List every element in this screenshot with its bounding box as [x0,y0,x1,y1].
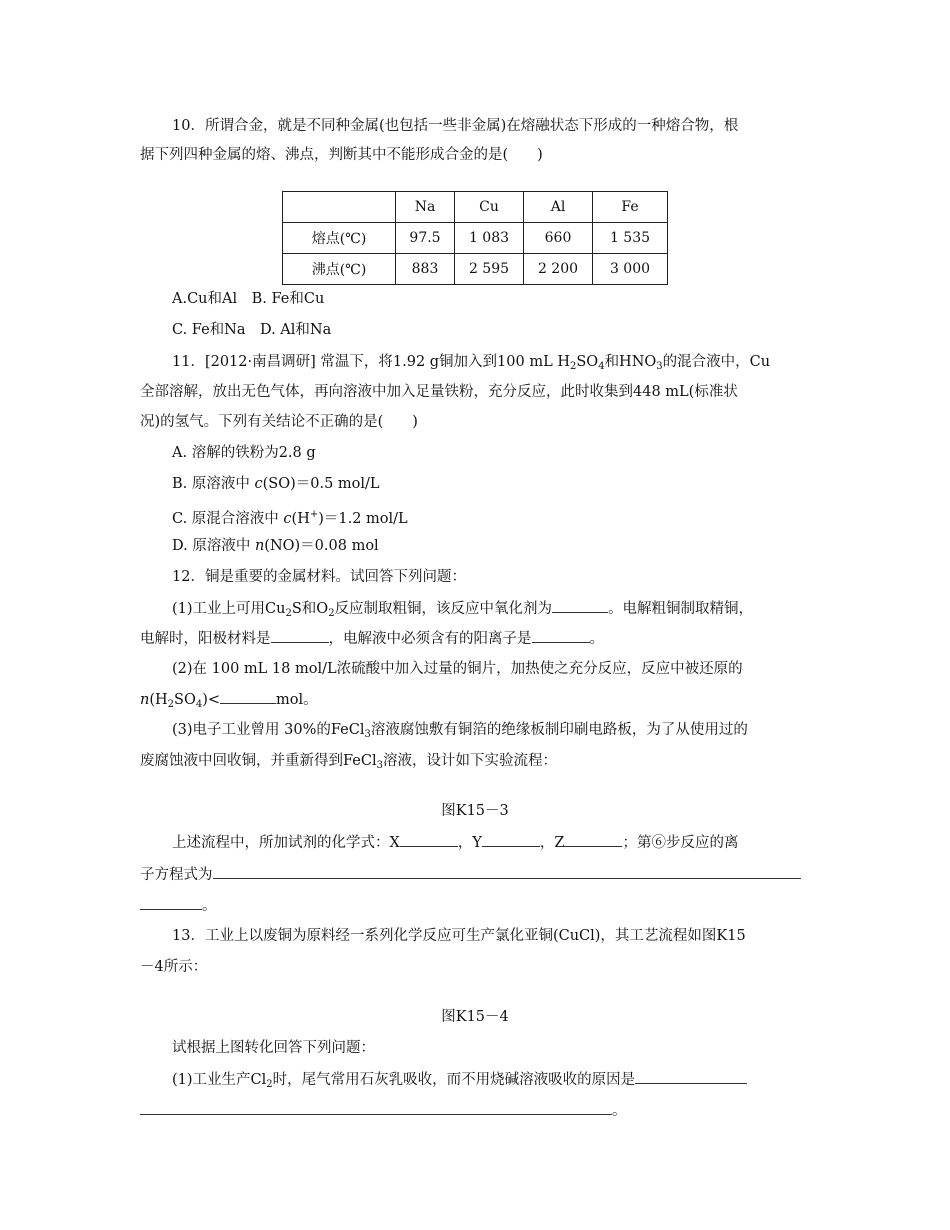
table-cell: 1 083 [455,223,524,254]
q12-part1-line1 [172,598,753,624]
answer-blank[interactable] [140,1100,612,1115]
option-text: (H [291,511,310,527]
text: )< [202,692,221,708]
text: (1)工业上可用Cu [172,601,286,617]
text: 子方程式为 [140,867,213,883]
text: (3)电子工业曾用 30%的FeCl [172,722,365,738]
text: mol。 [276,692,318,708]
q11-line3: 况)的氢气。下列有关结论不正确的是( ) [140,414,418,430]
q11-line1-d: 的混合液中，Cu [662,354,771,370]
variable: n [254,538,265,554]
q12-title: 12．铜是重要的金属材料。试回答下列问题： [172,569,466,585]
text: 。 [612,1103,627,1119]
q13-part1-line1 [172,1069,747,1095]
option-text: B. 原溶液中 [172,476,255,492]
text: ，电解液中必须含有的阳离子是 [328,631,532,647]
subscript: 4 [195,699,203,710]
table-header-cell: Al [524,192,593,223]
q11-line1-a: 11．[2012·南昌调研] 常温下，将1.92 g铜加入到100 mL H [172,354,570,370]
answer-blank[interactable] [213,864,801,879]
q11-line1-c: 和HNO [604,354,657,370]
q11-line2: 全部溶解，放出无色气体，再向溶液中加入足量铁粉，充分反应，此时收集到448 mL(标准状 [140,384,738,400]
subscript: 3 [364,729,371,740]
variable: c [254,476,263,492]
answer-blank[interactable] [400,832,458,847]
subscript: 4 [598,361,605,372]
table-cell: 2 595 [455,254,524,285]
subscript: 2 [569,361,577,372]
text: 溶液腐蚀敷有铜箔的绝缘板制印刷电路板，为了从使用过的 [370,722,748,738]
text: 。 [589,631,604,647]
answer-blank[interactable] [482,832,540,847]
text: 电解时，阳极材料是 [140,631,271,647]
table-row [283,223,668,254]
table-header-row [283,192,668,223]
answer-blank[interactable] [140,895,202,910]
q13-part1-line2 [140,1100,627,1121]
q11-option-c [172,505,408,529]
text: 。电解粗铜制取精铜， [608,601,754,617]
q13-line2: －4所示： [140,959,208,975]
option-text: D. 原溶液中 [172,538,255,554]
superscript: + [309,509,319,520]
answer-blank[interactable] [271,628,329,643]
q12-part1-line2 [140,628,604,649]
q11-option-d [172,536,379,556]
melting-point-table [282,191,668,285]
text: (H [149,692,168,708]
q13-line3: 试根据上图转化回答下列问题： [172,1040,375,1056]
q12-part2-line2 [140,689,318,715]
text: 废腐蚀液中回收铜，并重新得到FeCl [140,753,377,769]
q12-part3-line5 [140,895,217,916]
table-header-cell [283,192,396,223]
variable: n [140,692,150,708]
text: S和O [291,601,329,617]
q12-part3-line4 [140,864,801,885]
q10-line2: 据下列四种金属的熔、沸点，判断其中不能形成合金的是( ) [140,147,543,163]
answer-blank[interactable] [564,832,622,847]
q11-line1-b: SO [576,354,599,370]
answer-blank[interactable] [552,598,608,613]
q11-option-b [172,474,380,494]
table-cell: 3 000 [593,254,668,285]
q12-part3-line2 [140,751,557,776]
table-cell: 97.5 [396,223,455,254]
q11-line1 [172,352,770,377]
option-text: C. 原混合溶液中 [172,511,284,527]
option-text: (NO)＝0.08 mol [264,538,379,554]
q12-part3-line1 [172,720,748,745]
table-cell: 660 [524,223,593,254]
text: 上述流程中，所加试剂的化学式：X [172,835,400,851]
text: ，Y [457,835,482,851]
q10-options-ab: A.Cu和Al B. Fe和Cu [172,291,325,307]
table-row-label: 熔点(℃) [283,223,396,254]
text: 时，尾气常用石灰乳吸收，而不用烧碱溶液吸收的原因是 [272,1072,636,1088]
q10-options-cd: C. Fe和Na D. Al和Na [172,322,332,338]
table-header-cell: Fe [593,192,668,223]
answer-blank[interactable] [532,628,590,643]
text: ；第⑥步反应的离 [622,835,739,851]
text: (1)工业生产Cl [172,1072,267,1088]
text: 反应制取粗铜，该反应中氧化剂为 [334,601,553,617]
q12-part2-line1: (2)在 100 mL 18 mol/L浓硫酸中加入过量的铜片，加热使之充分反应，反应中被还原的 [172,661,743,677]
variable: c [283,511,292,527]
text: ，Z [539,835,565,851]
table-row [283,254,668,285]
figure-caption-k15-4: 图K15－4 [441,1009,509,1025]
subscript: 2 [266,1079,273,1090]
text: 溶液，设计如下实验流程： [382,753,557,769]
text: 。 [202,898,217,914]
q12-part3-line3 [172,832,738,853]
table-cell: 883 [396,254,455,285]
table-cell: 2 200 [524,254,593,285]
q11-option-a: A. 溶解的铁粉为2.8 g [172,445,316,461]
subscript: 3 [656,361,663,372]
answer-blank[interactable] [635,1069,747,1084]
subscript: 3 [376,760,383,771]
table-cell: 1 535 [593,223,668,254]
subscript: 2 [285,608,292,619]
answer-blank[interactable] [220,689,276,704]
table-header-cell: Cu [455,192,524,223]
subscript: 2 [328,608,335,619]
table-row-label: 沸点(℃) [283,254,396,285]
q10-line1: 10．所谓合金，就是不同种金属(也包括一些非金属)在熔融状态下形成的一种熔合物，根 [172,118,739,134]
option-text: )＝1.2 mol/L [318,511,408,527]
q13-line1: 13．工业上以废铜为原料经一系列化学反应可生产氯化亚铜(CuCl)，其工艺流程如图K15 [172,928,746,944]
subscript: 2 [167,699,175,710]
table-header-cell: Na [396,192,455,223]
option-text: (SO)＝0.5 mol/L [262,476,380,492]
figure-caption-k15-3: 图K15－3 [441,803,509,819]
text: SO [174,692,196,708]
